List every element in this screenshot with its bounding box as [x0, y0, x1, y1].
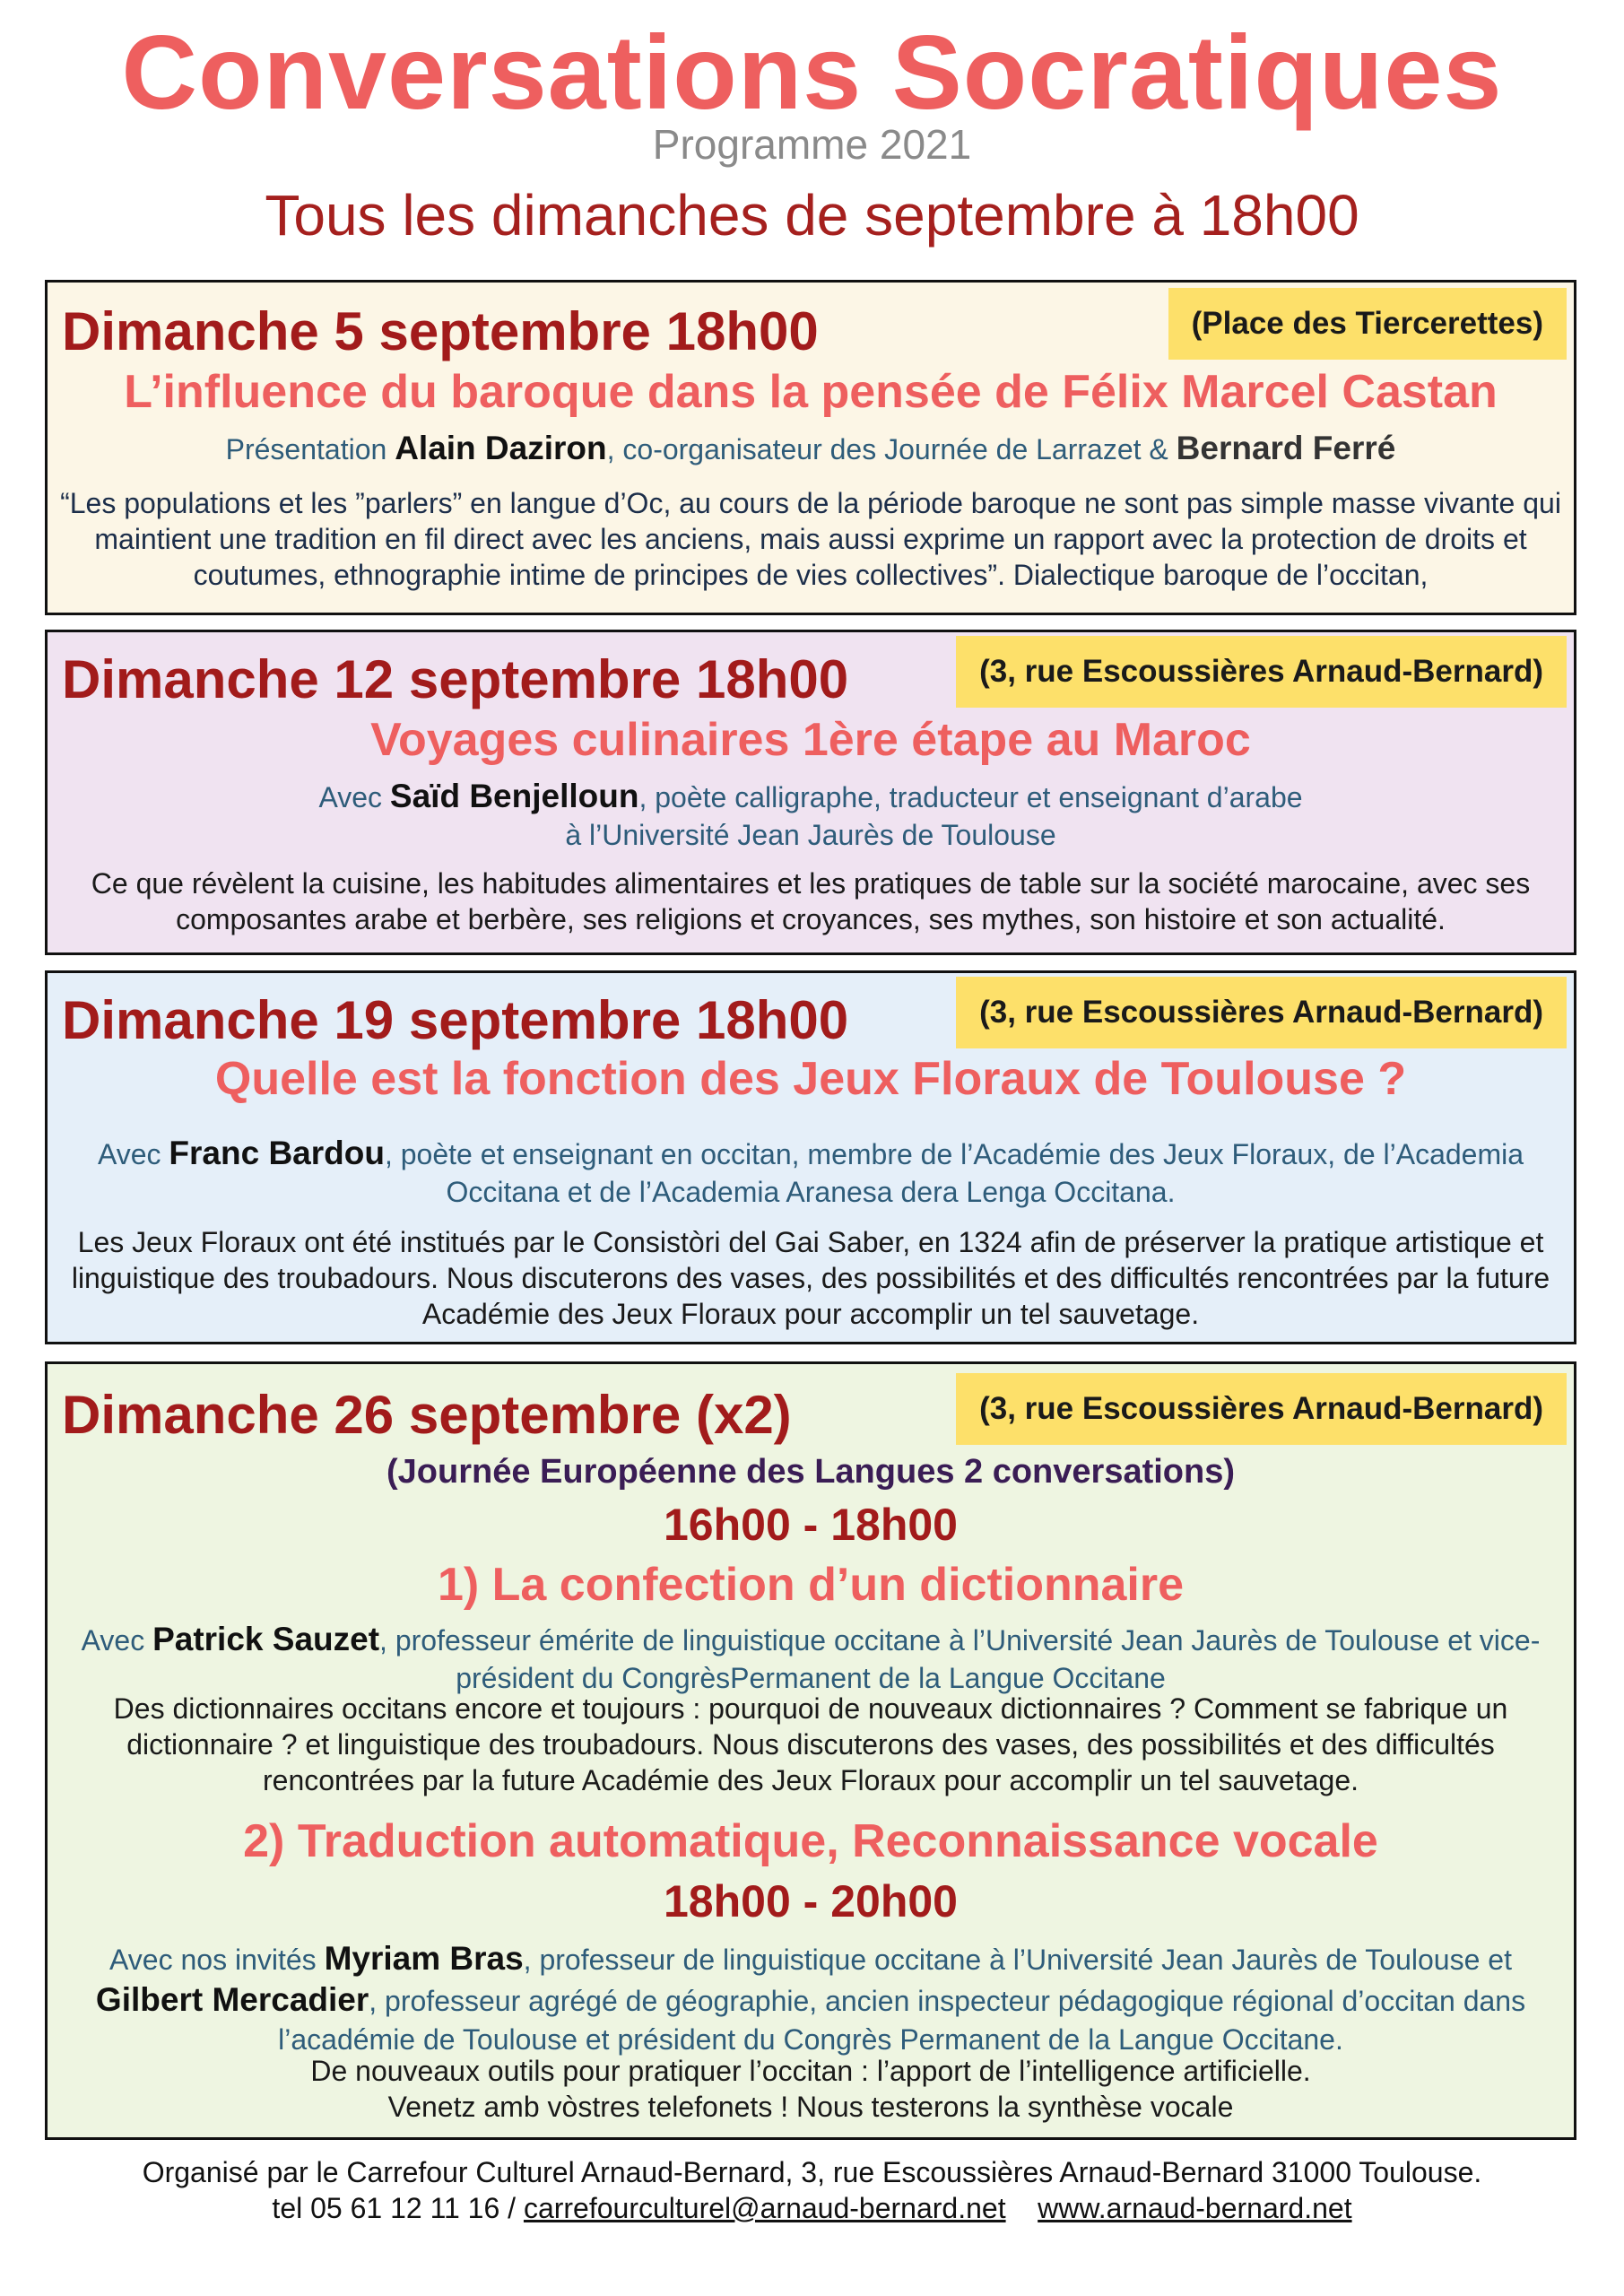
- speaker-role-cont: à l’Université Jean Jaurès de Toulouse: [565, 819, 1056, 852]
- speaker-role: , co-organisateur des Journée de Larrazet &: [606, 433, 1177, 465]
- session-note: (Journée Européenne des Langues 2 conversations): [386, 1453, 1236, 1491]
- footer-organizer: Organisé par le Carrefour Culturel Arnaud-Bernard, 3, rue Escoussières Arnaud-Bernard 31000 Toulouse.: [142, 2156, 1482, 2188]
- session-description: “Les populations et les ”parlers” en langue d’Oc, au cours de la période baroque ne sont pas simple masse vivante qui maintient une tradition en fil direct avec les anciens, mais aussi exprime un rapport avec la protection de droits et coutumes, ethnographie intime de principes de vies collectives”. Dialectique baroque de l’occitan,: [60, 487, 1561, 591]
- session-talk-title: L’influence du baroque dans la pensée de Félix Marcel Castan: [124, 366, 1498, 418]
- session-time: 16h00 - 18h00: [664, 1500, 958, 1550]
- session-presenters: [56, 1133, 1565, 1210]
- speaker-name: Bernard Ferré: [1176, 430, 1396, 466]
- session-time: 18h00 - 20h00: [664, 1876, 958, 1926]
- session-location: (3, rue Escoussières Arnaud-Bernard): [956, 1373, 1567, 1445]
- session-location: (Place des Tiercerettes): [1168, 288, 1567, 360]
- footer-phone: tel 05 61 12 11 16 /: [272, 2192, 524, 2224]
- footer-email-link[interactable]: carrefourculturel@arnaud-bernard.net: [523, 2192, 1006, 2224]
- speaker-name: Saïd Benjelloun: [389, 778, 639, 814]
- session-talk-title: 2) Traduction automatique, Reconnaissance vocale: [243, 1815, 1378, 1867]
- speaker-role: , professeur de linguistique occitane à l’Université Jean Jaurès de Toulouse et: [523, 1944, 1512, 1976]
- speaker-name: Myriam Bras: [324, 1940, 524, 1977]
- footer-website-link[interactable]: www.arnaud-bernard.net: [1038, 2192, 1352, 2224]
- page-title: Conversations Socratiques: [121, 13, 1503, 131]
- session-card-3: [45, 970, 1576, 1344]
- session-presenters: [56, 1938, 1565, 2057]
- session-description: Les Jeux Floraux ont été institués par le Consistòri del Gai Saber, en 1324 afin de préserver la pratique artistique et linguistique des troubadours. Nous discuterons des vases, des possibilités et des difficultés rencontrées par la future Académie des Jeux Floraux pour accomplir un tel sauvetage.: [71, 1226, 1550, 1330]
- session-talk-title: Quelle est la fonction des Jeux Floraux de Toulouse ?: [214, 1053, 1407, 1105]
- session-description: [58, 2053, 1563, 2125]
- session-description: Ce que révèlent la cuisine, les habitudes alimentaires et les pratiques de table sur la société marocaine, avec ses composantes arabe et berbère, ses religions et croyances, ses mythes, son histoire et son actualité.: [91, 867, 1531, 935]
- session-talk-title: Voyages culinaires 1ère étape au Maroc: [370, 714, 1251, 766]
- session-talk-title: 1) La confection d’un dictionnaire: [437, 1559, 1185, 1611]
- presenter-prefix: Avec: [81, 1624, 153, 1657]
- speaker-role: , professeur agrégé de géographie, ancien inspecteur pédagogique régional d’occitan dans l’académie de Toulouse et président du Congrès Permanent de la Langue Occitane.: [278, 1985, 1526, 2056]
- presenter-prefix: Avec: [318, 781, 390, 813]
- session-card-2: [45, 630, 1576, 955]
- description-line: De nouveaux outils pour pratiquer l’occitan : l’apport de l’intelligence artificielle.: [310, 2055, 1311, 2087]
- presenter-prefix: Avec nos invités: [109, 1944, 325, 1976]
- session-presenters: [56, 428, 1565, 469]
- description-line: Venetz amb vòstres telefonets ! Nous testerons la synthèse vocale: [387, 2091, 1234, 2123]
- session-description: Des dictionnaires occitans encore et toujours : pourquoi de nouveaux dictionnaires ? Comment se fabrique un dictionnaire ? et linguistique des troubadours. Nous discuterons des vases, des possibilités et des difficultés rencontrées par la future Académie des Jeux Floraux pour accomplir un tel sauvetage.: [113, 1692, 1508, 1796]
- speaker-name: Patrick Sauzet: [152, 1621, 380, 1657]
- session-card-1: [45, 280, 1576, 615]
- session-presenters: [56, 1619, 1565, 1696]
- session-date: Dimanche 12 septembre 18h00: [62, 649, 849, 709]
- session-card-4: [45, 1361, 1576, 2140]
- speaker-role: , professeur émérite de linguistique occitane à l’Université Jean Jaurès de Toulouse et vice-président du CongrèsPermanent de la Langue Occitane: [379, 1624, 1541, 1695]
- presenter-prefix: Présentation: [225, 433, 395, 465]
- speaker-role: , poète calligraphe, traducteur et enseignant d’arabe: [638, 781, 1303, 813]
- speaker-name: Franc Bardou: [169, 1135, 385, 1171]
- footer-contact: [0, 2190, 1624, 2226]
- session-location: (3, rue Escoussières Arnaud-Bernard): [956, 636, 1567, 708]
- session-date: Dimanche 26 septembre (x2): [62, 1385, 792, 1445]
- session-presenters: [56, 776, 1565, 853]
- speaker-role: , poète et enseignant en occitan, membre de l’Académie des Jeux Floraux, de l’Academia Occitana et de l’Academia Aranesa dera Lenga Occitana.: [384, 1138, 1524, 1209]
- page-subtitle: Programme 2021: [652, 121, 972, 168]
- presenter-prefix: Avec: [97, 1138, 169, 1170]
- session-location: (3, rue Escoussières Arnaud-Bernard): [956, 977, 1567, 1048]
- page-tagline: Tous les dimanches de septembre à 18h00: [265, 183, 1359, 248]
- speaker-name: Alain Daziron: [395, 430, 607, 466]
- speaker-name: Gilbert Mercadier: [95, 1981, 369, 2019]
- session-date: Dimanche 5 septembre 18h00: [62, 301, 819, 361]
- session-date: Dimanche 19 septembre 18h00: [62, 990, 849, 1050]
